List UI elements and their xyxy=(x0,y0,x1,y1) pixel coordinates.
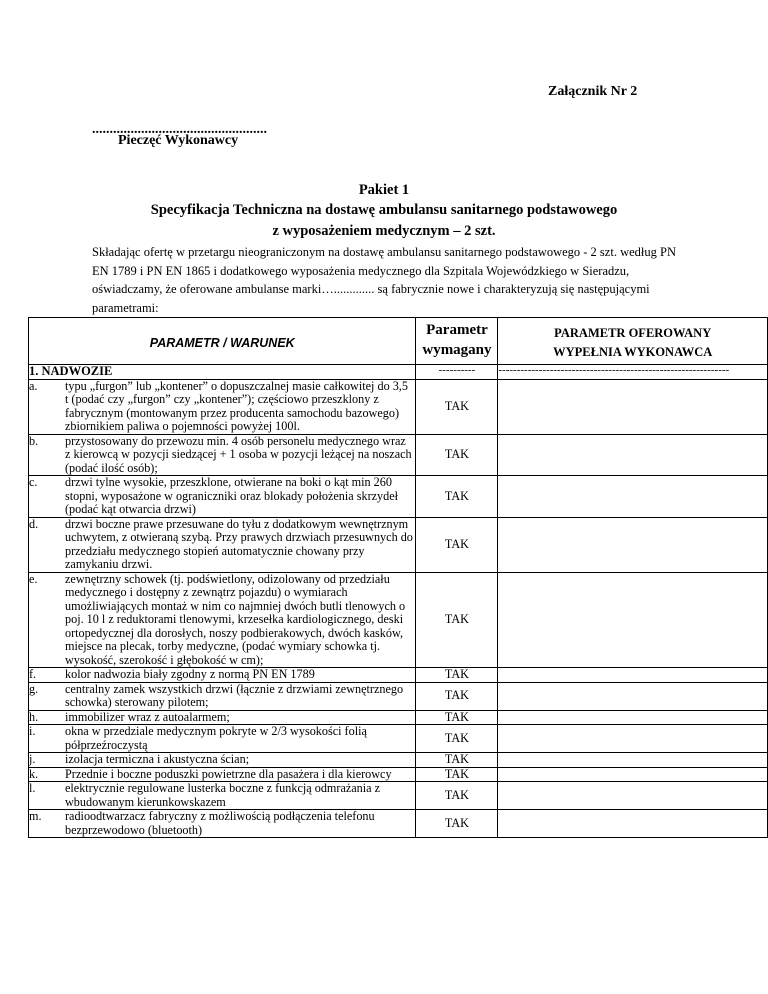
col-header-required: Parametr wymagany xyxy=(416,318,498,365)
item-label: m. xyxy=(29,809,42,823)
item-text: przystosowany do przewozu min. 4 osób personelu medycznego wraz z kierowcą w pozycji siedzącej + 1 osoba w pozycji leżącej na noszach (podać ilość osób); xyxy=(65,433,412,475)
table-row xyxy=(29,753,768,768)
offered-value-field[interactable] xyxy=(498,572,768,668)
table-row xyxy=(29,517,768,572)
item-text: drzwi tylne wysokie, przeszklone, otwierane na boki o kąt min 260 stopni, wyposażone w ograniczniki oraz blokady położenia skrzydeł (podać kąt otwarcia drzwi) xyxy=(65,475,399,516)
offered-value-field[interactable] xyxy=(498,682,768,710)
offered-value-field[interactable] xyxy=(498,753,768,768)
required-value: TAK xyxy=(416,517,498,572)
item-text: Przednie i boczne poduszki powietrzne dla pasażera i dla kierowcy xyxy=(65,766,392,781)
parameter-cell xyxy=(29,379,416,434)
item-label: g. xyxy=(29,681,39,696)
offered-value-field[interactable] xyxy=(498,710,768,725)
spec-table xyxy=(28,317,768,838)
col-header-offered xyxy=(498,318,768,365)
item-text: drzwi boczne prawe przesuwane do tyłu z dodatkowym wewnętrznym uchwytem, z otwieraną szybą. Przy prawych drzwiach przesuwnych do przedziału medycznego stopień automatycznie chowany przy zamykaniu drzwi. xyxy=(65,516,413,571)
table-row xyxy=(29,434,768,476)
table-row xyxy=(29,379,768,434)
item-text: elektrycznie regulowane lusterka boczne z funkcją odmrażania z wbudowanym kierunkowskazem xyxy=(65,781,381,809)
item-text: zewnętrzny schowek (tj. podświetlony, odizolowany od przedziału medycznego i dostępny z zewnątrz pojazdu) o wymiarach umożliwiających montaż w nim co najmniej dwóch butli tlenowych o poj. 10 l z reduktorami tlenowymi, krzesełka kardiologicznego, deski ortopedycznej dla dorosłych, noszy podbierakowych, dwóch kasków, miejsce na plecak, torby medyczne, (podać wymiary schowka tj. wysokość, szerokość i głębokość w cm); xyxy=(65,571,406,667)
col-header-parameter: PARAMETR / WARUNEK xyxy=(29,318,416,365)
item-label: f. xyxy=(29,667,37,681)
parameter-cell xyxy=(29,710,416,725)
section-row xyxy=(29,365,768,380)
parameter-cell xyxy=(29,682,416,710)
spec-title-line1: Specyfikacja Techniczna na dostawę ambulansu sanitarnego podstawowego xyxy=(150,202,618,218)
offered-value-field[interactable] xyxy=(498,668,768,683)
required-value: TAK xyxy=(416,767,498,782)
table-row xyxy=(29,782,768,810)
offered-value-field[interactable] xyxy=(498,810,768,838)
offered-value-field[interactable] xyxy=(498,767,768,782)
required-dashes: ---------- xyxy=(416,365,498,380)
col-header-offered-line2: WYPEŁNIA WYKONAWCA xyxy=(553,345,713,359)
offered-dashes: --------------------------------------------------------------- xyxy=(498,365,768,380)
table-row xyxy=(29,725,768,753)
item-label: k. xyxy=(29,766,39,781)
table-row xyxy=(29,668,768,683)
package-title: Pakiet 1 xyxy=(358,182,410,198)
table-row xyxy=(29,767,768,782)
required-value: TAK xyxy=(416,476,498,518)
table-row xyxy=(29,572,768,668)
intro-paragraph: Składając ofertę w przetargu nieograniczonym na dostawę ambulansu sanitarnego podstawowego - 2 szt. według PN EN 1789 i PN EN 1865 i dodatkowego wyposażenia medycznego dla Szpitala Wojewódzkiego w Sieradzu, oświadczamy, że oferowane ambulanse marki…............. są fabrycznie nowe i charakteryzują się następującymi parametrami: xyxy=(92,245,676,315)
parameter-cell xyxy=(29,572,416,668)
offered-value-field[interactable] xyxy=(498,517,768,572)
offered-value-field[interactable] xyxy=(498,476,768,518)
required-value: TAK xyxy=(416,753,498,768)
parameter-cell xyxy=(29,668,416,683)
parameter-cell xyxy=(29,810,416,838)
section-title: 1. NADWOZIE xyxy=(29,365,416,380)
item-text: immobilizer wraz z autoalarmem; xyxy=(65,709,230,724)
required-value: TAK xyxy=(416,379,498,434)
stamp-dotted-line: .................................................. xyxy=(92,122,267,137)
offered-value-field[interactable] xyxy=(498,782,768,810)
required-value: TAK xyxy=(416,810,498,838)
item-label: l. xyxy=(29,781,36,795)
required-value: TAK xyxy=(416,668,498,683)
offered-value-field[interactable] xyxy=(498,379,768,434)
parameter-cell xyxy=(29,476,416,518)
table-row xyxy=(29,810,768,838)
table-row xyxy=(29,710,768,725)
col-header-offered-line1: PARAMETR OFEROWANY xyxy=(554,326,712,340)
item-label: c. xyxy=(29,475,38,489)
stamp-label: Pieczęć Wykonawcy xyxy=(118,133,239,148)
parameter-cell xyxy=(29,725,416,753)
item-text: izolacja termiczna i akustyczna ścian; xyxy=(65,752,250,766)
parameter-cell xyxy=(29,517,416,572)
table-row xyxy=(29,476,768,518)
item-label: d. xyxy=(29,516,39,531)
parameter-cell xyxy=(29,782,416,810)
annex-label: Załącznik Nr 2 xyxy=(548,84,638,99)
parameter-cell xyxy=(29,753,416,768)
required-value: TAK xyxy=(416,782,498,810)
table-header-row xyxy=(29,318,768,365)
parameter-cell xyxy=(29,434,416,476)
item-text: centralny zamek wszystkich drzwi (łącznie z drzwiami zewnętrznego schowka) sterowany pilotem; xyxy=(65,681,404,709)
item-label: h. xyxy=(29,709,39,724)
table-row xyxy=(29,682,768,710)
required-value: TAK xyxy=(416,682,498,710)
item-text: radioodtwarzacz fabryczny z możliwością podłączenia telefonu bezprzewodowo (bluetooth) xyxy=(65,809,375,837)
item-label: b. xyxy=(29,433,39,448)
item-label: i. xyxy=(29,724,36,738)
item-label: e. xyxy=(29,571,38,586)
item-label: a. xyxy=(29,378,38,393)
required-value: TAK xyxy=(416,725,498,753)
item-label: j. xyxy=(29,752,36,766)
required-value: TAK xyxy=(416,710,498,725)
offered-value-field[interactable] xyxy=(498,725,768,753)
offered-value-field[interactable] xyxy=(498,434,768,476)
spec-title-line2: z wyposażeniem medycznym – 2 szt. xyxy=(272,223,496,239)
parameter-cell xyxy=(29,767,416,782)
required-value: TAK xyxy=(416,434,498,476)
item-text: okna w przedziale medycznym pokryte w 2/3 wysokości folią półprzeźroczystą xyxy=(65,724,367,752)
item-text: kolor nadwozia biały zgodny z normą PN EN 1789 xyxy=(65,667,315,681)
item-text: typu „furgon” lub „kontener” o dopuszczalnej masie całkowitej do 3,5 t (podać czy „furgon” czy „kontener”); częściowo przeszklony z fabrycznym (montowanym przez producenta samochodu bazowego) zbiornikiem paliwa o pojemności powyżej 100l. xyxy=(65,378,408,433)
required-value: TAK xyxy=(416,572,498,668)
